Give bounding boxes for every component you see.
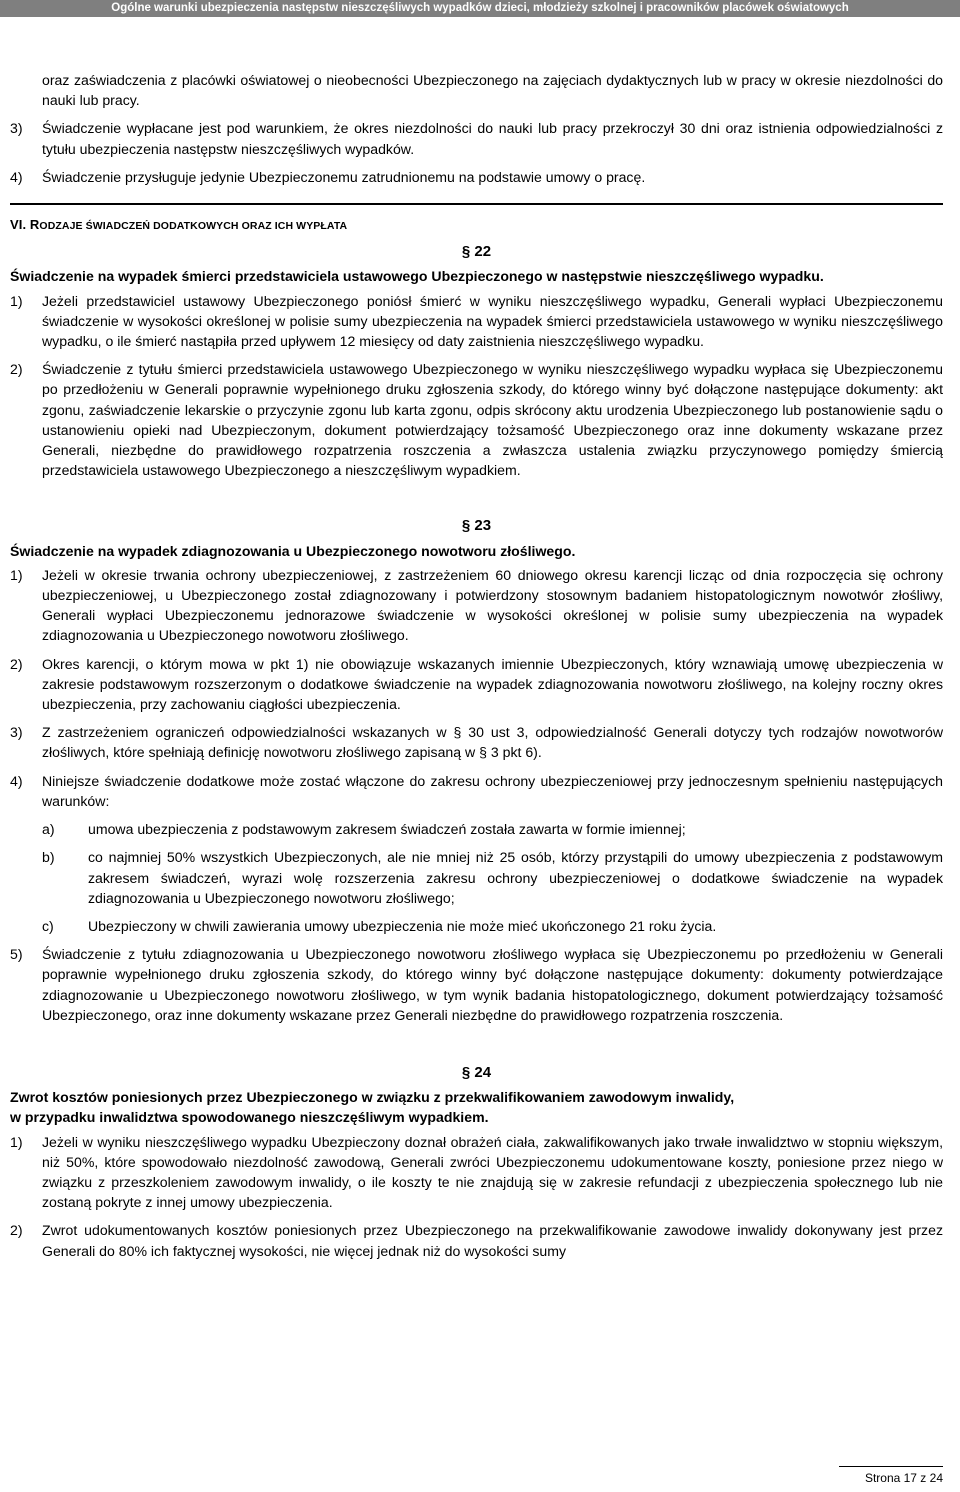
item-number: 2) [10, 361, 23, 378]
item-text: Świadczenie przysługuje jedynie Ubezpieczonemu zatrudnionemu na podstawie umowy o pracę. [42, 168, 646, 185]
document-header: Ogólne warunki ubezpieczenia następstw nieszczęśliwych wypadków dzieci, młodzieży szkolnej i pracowników placówek oświatowych [0, 0, 960, 17]
item-text: Okres karencji, o którym mowa w pkt 1) nie obowiązuje wskazanych imiennie Ubezpieczonych, który wznawiają umowę ubezpieczenia w zakresie podstawowym rozszerzonym o dodatkowe świadczenie na wypadek zdiagnozowania nowotworu złośliwego, na kolejny roczny okres ubezpieczenia, przy zachowaniu ciągłości ubezpieczenia. [42, 655, 943, 713]
sub-item-text: umowa ubezpieczenia z podstawowym zakresem świadczeń została zawarta w formie imiennej; [88, 821, 686, 838]
item-text: Jeżeli w okresie trwania ochrony ubezpieczeniowej, z zastrzeżeniem 60 dniowego okresu karencji licząc od dnia rozpoczęcia się ochrony ubezpieczeniowej, u Ubezpieczonego został zdiagnozowany i potwierdzony stosownym badaniem histopatologicznym nowotwór złośliwy, Generali wypłaci Ubezpieczonemu jednorazowe świadczenie w wysokości określonej w polisie sumy ubezpieczenia na wypadek zdiagnozowania u Ubezpieczonego nowotworu złośliwego. [42, 566, 943, 644]
item-number: 1) [10, 292, 23, 309]
item-number: 1) [10, 566, 23, 583]
sub-list-item [42, 916, 943, 936]
section-heading [10, 203, 943, 236]
paragraph-mark: § 22 [461, 243, 492, 261]
list-item [10, 1220, 943, 1260]
item-number: 2) [10, 1222, 23, 1239]
paragraph-title [10, 1087, 943, 1127]
sub-item-text: co najmniej 50% wszystkich Ubezpieczonych, ale nie mniej niż 25 osób, którzy przystąpili do umowy ubezpieczenia z podstawowym zakresem świadczeń, wyrazi wolę rozszerzenia zakresu ochrony ubezpieczeniowej o dodatkowe świadczenie na wypadek zdiagnozowania u Ubezpieczonego nowotworu złośliwego; [88, 849, 943, 906]
section-title-initial: R [29, 217, 40, 233]
sub-list-item [42, 819, 943, 839]
section-title: ODZAJE ŚWIADCZEŃ DODATKOWYCH ORAZ ICH WYPŁATA [39, 220, 348, 233]
list-item [10, 167, 943, 187]
list-item [10, 944, 943, 1025]
item-text: Świadczenie z tytułu zdiagnozowania u Ubezpieczonego nowotworu złośliwego wypłaca się Ubezpieczonemu po przedłożeniu w Generali poprawnie wypełnionego druku zgłoszenia szkody, do którego winny być dołączone następujące dokumenty: dokumenty potwierdzające zdiagnozowanie u Ubezpieczonego nowotworu złośliwego, w tym wynik badania histopatologicznego, dokument potwierdzający tożsamość Ubezpieczonego, oraz inne dokumenty wskazane przez Generali niezbędne do prawidłowego rozpatrzenia roszczenia. [42, 946, 943, 1023]
list-item [10, 722, 943, 762]
list-item [10, 654, 943, 715]
item-text: Jeżeli przedstawiciel ustawowy Ubezpieczonego poniósł śmierć w wyniku nieszczęśliwego wypadku, Generali wypłaci Ubezpieczonemu świadczenie w wysokości określonej w polisie sumy ubezpieczenia na wypadek śmierci przedstawiciela ustawowego w wyniku nieszczęśliwego wypadku, o ile śmierć nastąpiła przed upływem 12 miesięcy od daty zaistnienia nieszczęśliwego wypadku. [42, 292, 943, 350]
paragraph-title: Świadczenie na wypadek zdiagnozowania u Ubezpieczonego nowotworu złośliwego. [10, 542, 576, 559]
item-number: 3) [10, 120, 23, 137]
continuation-text: oraz zaświadczenia z placówki oświatowej o nieobecności Ubezpieczonego na zajęciach dydaktycznych lub w pracy w okresie niezdolności do nauki lub pracy. [42, 72, 943, 109]
page-number: Strona 17 z 24 [839, 1466, 943, 1485]
item-text: Świadczenie z tytułu śmierci przedstawiciela ustawowego Ubezpieczonego w wyniku nieszczęśliwego wypadku wypłaca się Ubezpieczonemu po przedłożeniu w Generali poprawnie wypełnionego druku zgłoszenia szkody, do którego winny być dołączone następujące dokumenty: akt zgonu, zaświadczenie lekarskie o przyczynie zgonu lub karta zgonu, odpis skrócony aktu urodzenia Ubezpieczonego lub postanowienie sądu o ustanowieniu opieki nad Ubezpieczonym, dokument potwierdzający tożsamość Ubezpieczonego oraz inne dokumenty wskazane przez Generali, niezbędne do prawidłowego rozpatrzenia roszczenia a zwłaszcza ustalenia związku przyczynowego pomiędzy śmiercią przedstawiciela ustawowego Ubezpieczonego a nieszczęśliwym wypadkiem. [42, 361, 943, 479]
item-text: Jeżeli w wyniku nieszczęśliwego wypadku Ubezpieczony doznał obrażeń ciała, zakwalifikowanych jako trwałe inwalidztwo w stopniu większym, niż 50%, które spowodowało niezdolność zawodową, Generali zwróci Ubezpieczonemu udokumentowane koszty, poniesione przez niego w związku z przeszkoleniem zawodowym inwalidy, o ile koszty te nie znajdują się w zakresie refundacji z ubezpieczenia społecznego lub nie zostaną pokryte z innej umowy ubezpieczenia. [42, 1133, 943, 1211]
list-item [10, 565, 943, 646]
item-text: Niniejsze świadczenie dodatkowe może zostać włączone do zakresu ochrony ubezpieczeniowej przy jednoczesnym spełnieniu następujących warunków: [42, 772, 943, 809]
paragraph-mark: § 24 [461, 1063, 492, 1081]
sub-item-letter: c) [42, 917, 54, 934]
section-numeral: VI. [10, 217, 27, 233]
item-number: 3) [10, 724, 23, 741]
list-item [10, 359, 943, 480]
list-item [10, 771, 943, 811]
paragraph-mark: § 23 [461, 517, 492, 535]
list-item [10, 1132, 943, 1213]
item-number: 4) [10, 772, 23, 789]
sub-item-text: Ubezpieczony w chwili zawierania umowy ubezpieczenia nie może mieć ukończonego 21 roku życia. [88, 917, 717, 934]
item-number: 5) [10, 946, 23, 963]
document-body [10, 70, 943, 1261]
item-text: Z zastrzeżeniem ograniczeń odpowiedzialności wskazanych w § 30 ust 3, odpowiedzialność Generali dotyczy tych rodzajów nowotworów złośliwych, które spełniają definicję nowotworu złośliwego zapisaną w § 3 pkt 6). [42, 724, 943, 761]
sub-list-item [42, 847, 943, 908]
list-item [10, 291, 943, 352]
item-number: 4) [10, 168, 23, 185]
item-number: 2) [10, 655, 23, 672]
paragraph-title-line: w przypadku inwalidztwa spowodowanego nieszczęśliwym wypadkiem. [10, 1109, 489, 1126]
paragraph-title: Świadczenie na wypadek śmierci przedstawiciela ustawowego Ubezpieczonego w następstwie nieszczęśliwego wypadku. [10, 268, 824, 285]
sub-item-letter: a) [42, 821, 55, 838]
paragraph-title-line: Zwrot kosztów poniesionych przez Ubezpieczonego w związku z przekwalifikowaniem zawodowym inwalidy, [10, 1089, 735, 1106]
item-text: Zwrot udokumentowanych kosztów poniesionych przez Ubezpieczonego na przekwalifikowanie zawodowe inwalidy dokonywany jest przez Generali do 80% ich faktycznej wysokości, nie więcej jednak niż do wysokości sumy [42, 1222, 943, 1259]
item-number: 1) [10, 1133, 23, 1150]
sub-item-letter: b) [42, 849, 55, 866]
item-text: Świadczenie wypłacane jest pod warunkiem, że okres niezdolności do nauki lub pracy przekroczył 30 dni oraz istnienia odpowiedzialności z tytułu ubezpieczenia następstw nieszczęśliwych wypadków. [42, 120, 943, 157]
list-item [10, 118, 943, 158]
